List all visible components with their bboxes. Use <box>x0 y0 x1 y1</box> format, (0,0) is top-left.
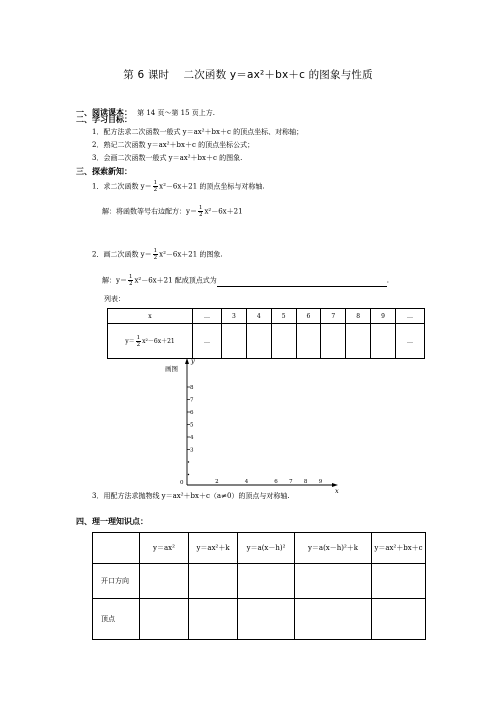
summary-table <box>92 532 426 640</box>
fraction <box>136 335 142 348</box>
question-2-prefix: 2．画二次函数 y＝ <box>92 250 152 259</box>
x-tick-label: 8 <box>303 479 308 485</box>
table-cell <box>93 533 140 564</box>
y-tick-label: 7 <box>190 397 194 404</box>
table-cell-empty[interactable] <box>189 564 238 599</box>
section-explore-label: 三、探索新知： <box>76 167 132 176</box>
value-table-row-x <box>108 309 425 324</box>
fraction-numerator: 1 <box>136 334 141 341</box>
table-cell: x <box>108 309 193 324</box>
fraction <box>198 205 204 218</box>
table-header-cell: y＝ax² <box>140 533 189 564</box>
table-cell-empty[interactable] <box>321 324 346 359</box>
list-label: 列表： <box>104 295 125 303</box>
table-cell: 5 <box>271 309 296 324</box>
y-tick-dot <box>188 461 189 462</box>
question-2-solution <box>102 274 389 287</box>
fraction-numerator: 1 <box>198 205 203 211</box>
goal-item-2: 2．熟记二次函数 y＝ax²＋bx＋c 的顶点坐标公式； <box>92 141 255 149</box>
solution-2-prefix: 解：y＝ <box>102 276 127 285</box>
fraction-denominator: 2 <box>153 255 158 261</box>
table-cell-empty[interactable] <box>346 324 371 359</box>
table-header-cell: y＝a(x－h)²＋k <box>295 533 372 564</box>
table-cell-empty[interactable] <box>296 324 321 359</box>
table-cell-empty[interactable] <box>222 324 247 359</box>
table-cell-empty[interactable] <box>238 564 295 599</box>
section-summary-label: 四、理一理知识点： <box>76 517 148 526</box>
table-cell: 6 <box>296 309 321 324</box>
answer-blank[interactable] <box>217 276 389 287</box>
table-cell-empty[interactable] <box>295 599 372 640</box>
table-cell: … <box>396 309 425 324</box>
y-axis-arrow <box>185 358 189 364</box>
fraction-denominator: 2 <box>136 341 141 348</box>
table-cell-empty[interactable] <box>295 564 372 599</box>
fraction-numerator: 1 <box>153 180 158 186</box>
fraction-denominator: 2 <box>128 281 133 287</box>
section-goals-label: 二、学习目标： <box>76 115 132 124</box>
table-cell: 8 <box>346 309 371 324</box>
table-cell: 9 <box>371 309 396 324</box>
y-tick-label: 4 <box>190 435 194 441</box>
section-reading-text: 第 14 页～第 15 页上方. <box>137 109 216 117</box>
table-cell-empty[interactable] <box>372 564 426 599</box>
table-cell-empty[interactable] <box>238 599 295 640</box>
table-cell-empty[interactable] <box>246 324 271 359</box>
table-cell <box>108 324 193 359</box>
coordinate-graph <box>165 355 350 495</box>
y-tick-label: 6 <box>190 410 194 416</box>
table-header-cell: y＝a(x－h)² <box>238 533 295 564</box>
table-header-cell: y＝ax²＋bx＋c <box>372 533 426 564</box>
x-tick-label: 7 <box>289 479 293 485</box>
table-cell: … <box>193 309 222 324</box>
table-cell: 7 <box>321 309 346 324</box>
y-tick-label: 5 <box>190 422 194 429</box>
question-2-suffix: x²－6x＋21 的图象. <box>159 250 223 259</box>
table-header-cell: y＝ax²＋k <box>189 533 238 564</box>
x-axis-label: x <box>335 487 339 495</box>
y-axis-label: y <box>191 357 195 365</box>
question-1-solution <box>102 205 243 218</box>
question-1 <box>92 180 265 193</box>
fraction <box>153 180 159 193</box>
table-cell-empty[interactable] <box>271 324 296 359</box>
fraction <box>128 274 134 287</box>
x-tick-label: 2 <box>215 479 219 485</box>
x-tick-label: 6 <box>274 479 278 485</box>
row-label-vertex: 顶点 <box>93 599 140 640</box>
origin-label: 0 <box>180 480 184 486</box>
fraction <box>153 248 159 261</box>
question-1-suffix: x²－6x＋21 的顶点坐标与对称轴. <box>159 182 265 191</box>
fraction-numerator: 1 <box>153 248 158 254</box>
section-reading-label: 一、阅读课本： <box>76 108 132 117</box>
question-1-prefix: 1．求二次函数 y＝ <box>92 182 152 191</box>
draw-label: 画图 <box>165 365 178 373</box>
table-cell-empty[interactable] <box>372 599 426 640</box>
fraction-denominator: 2 <box>153 187 158 193</box>
row-label-suffix: x²－6x＋21 <box>142 337 175 345</box>
goal-item-1: 1．配方法求二次函数一般式 y＝ax²＋bx＋c 的顶点坐标、对称轴； <box>92 128 304 136</box>
value-table-row-y <box>108 324 425 359</box>
y-tick-label: 8 <box>190 385 194 391</box>
table-cell-empty[interactable] <box>189 599 238 640</box>
question-3: 3．用配方法求抛物线 y＝ax²＋bx＋c（a≠0）的顶点与对称轴. <box>92 492 290 500</box>
question-2 <box>92 248 223 261</box>
y-tick-label: 3 <box>190 447 194 454</box>
goal-item-3: 3．会画二次函数一般式 y＝ax²＋bx＋c 的图象. <box>92 154 243 162</box>
summary-table-row <box>93 564 426 599</box>
table-cell: … <box>396 324 425 359</box>
row-label-prefix: y＝ <box>125 337 135 345</box>
table-cell: … <box>193 324 222 359</box>
table-cell-empty[interactable] <box>140 599 189 640</box>
y-ticks <box>187 385 194 475</box>
solution-1-suffix: x²－6x＋21 <box>204 207 243 216</box>
x-ticks <box>215 479 323 485</box>
x-tick-label: 4 <box>244 479 249 485</box>
summary-table-row <box>93 599 426 640</box>
solution-1-prefix: 解：将函数等号右边配方：y＝ <box>102 207 197 216</box>
table-cell-empty[interactable] <box>140 564 189 599</box>
summary-table-header <box>93 533 426 564</box>
table-cell: 4 <box>246 309 271 324</box>
table-cell: 3 <box>222 309 247 324</box>
table-cell-empty[interactable] <box>371 324 396 359</box>
fraction-denominator: 2 <box>198 212 203 218</box>
y-tick-dot <box>188 474 189 475</box>
solution-2-suffix: x²－6x＋21 配成顶点式为 <box>134 276 217 285</box>
value-table <box>107 308 425 359</box>
row-label-opening: 开口方向 <box>93 564 140 599</box>
fraction-numerator: 1 <box>128 274 133 280</box>
page-title: 第 6 课时 二次函数 y＝ax²＋bx＋c 的图象与性质 <box>123 69 373 81</box>
x-tick-label: 9 <box>318 479 323 485</box>
solution-2-end: . <box>386 276 389 285</box>
